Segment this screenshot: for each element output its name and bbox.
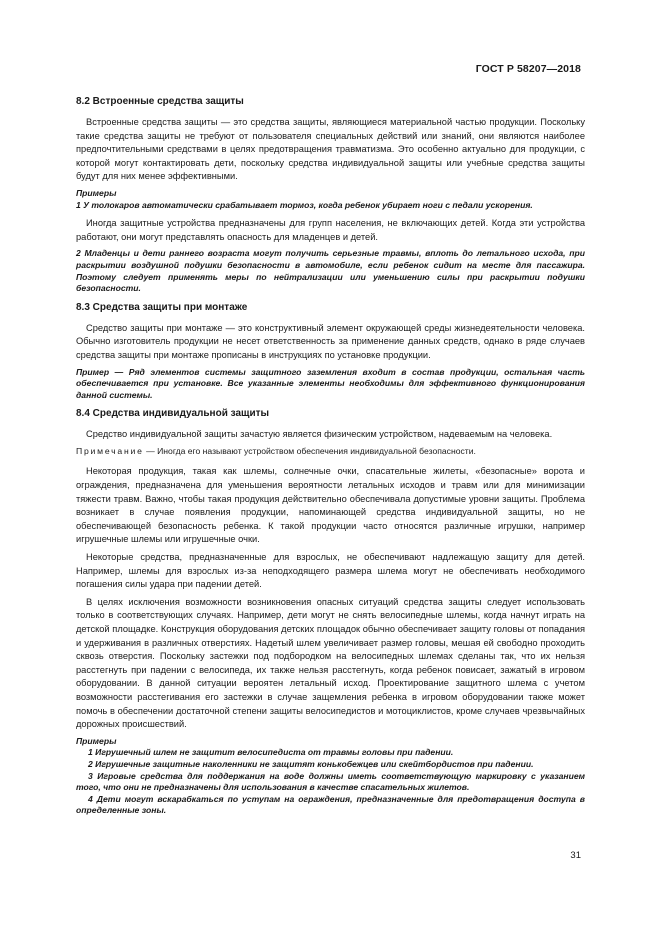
note-label: Примечание [76,445,144,456]
examples-block [76,367,585,402]
examples-block [76,248,585,294]
example-item: 2 Игрушечные защитные наколенники не защитят конькобежцев или скейтбордистов при падении. [88,758,534,769]
example-item: 1 Игрушечный шлем не защитит велосипедиста от травмы головы при падении. [88,747,454,758]
example-item: 4 Дети могут вскарабкаться по уступам на ограждения, предназначенные для предотвращения доступа в определенные зоны. [76,793,585,816]
paragraph: Встроенные средства защиты — это средства защиты, являющиеся материальной частью продукции. Поскольку такие средства защиты не требуют от пользователя специальных действий или знаний, они являются наиболее предпочтительными средствами в целях предотвращения травматизма. Это особенно актуально для продукции, с которой могут контактировать дети, поскольку средства индивидуальной защиты или учебные средства защиты будут для них менее эффективными. [76,117,585,182]
example-item: Пример — Ряд элементов системы защитного заземления входит в состав продукции, остальная часть обеспечивается при установке. Все указанные элементы необходимы для эффективного функционирования данной системы. [76,366,585,400]
paragraph: Некоторые средства, предназначенные для взрослых, не обеспечивают надлежащую защиту для детей. Например, шлемы для взрослых из-за неподходящего размера шлема могут не обеспечивать необходимого погашения силы удара при падении детей. [76,552,585,590]
section-heading-8-2: 8.2 Встроенные средства защиты [76,96,244,107]
examples-title: Примеры [76,187,117,198]
example-item: 3 Игровые средства для поддержания на воде должны иметь соответствующую маркировку с указанием того, что они не предназначены для использования в качестве спасательных жилетов. [76,770,585,793]
note-text: — Иногда его называют устройством обеспечения индивидуальной безопасности. [143,445,476,456]
standard-header: ГОСТ Р 58207—2018 [475,63,581,75]
paragraph: Средство защиты при монтаже — это конструктивный элемент окружающей среды жизнедеятельности человека. Обычно изготовитель продукции не несет ответственность за применение данных средств, однако в ряде случаев средства защиты при монтаже прописаны в инструкциях по установке продукции. [76,322,585,360]
page-content [76,89,585,823]
example-item: 2 Младенцы и дети раннего возраста могут получить серьезные травмы, вплоть до летального исхода, при раскрытии воздушной подушки безопасности в автомобиле, если ребенок сидит на месте для пассажира. Поэтому следует применять меры по нейтрализации или уменьшению силы при раскрытии подушки безопасности. [76,248,585,294]
paragraph: Средство индивидуальной защиты зачастую является физическим устройством, надеваемым на человека. [86,429,553,440]
examples-block [76,736,585,817]
paragraph: Некоторая продукция, такая как шлемы, солнечные очки, спасательные жилеты, «безопасные» ворота и ограждения, предназначена для уменьшения вероятности летальных исходов и травм или для минимизации тяжести травм. Важно, чтобы такая продукция действительно обеспечивала допустимые уровни защиты. Проблема возникает в случае появления продукции, напоминающей средства индивидуальной защиты, но не обеспечивающей безопасность ребенка. К такой продукции часто относятся различные игрушки, например игрушечные шлемы или игрушечные очки. [76,466,585,545]
section-heading-8-3: 8.3 Средства защиты при монтаже [76,301,248,313]
example-item: 1 У толокаров автоматически срабатывает тормоз, когда ребенок убирает ноги с педали ускорения. [76,199,533,210]
page-number: 31 [570,850,581,861]
examples-title: Примеры [76,735,117,746]
note [76,446,585,458]
paragraph: В целях исключения возможности возникновения опасных ситуаций средства защиты следует использовать только в соответствующих случаях. Например, дети могут не снять велосипедные шлемы, когда начнут играть на детской площадке. Конструкция оборудования детских площадок обычно обеспечивает защиту головы от попадания и удерживания в различных отверстиях. Надетый шлем увеличивает размер головы, мешая ей свободно проходить сквозь отверстия. Поскольку застежки под подбородком на велосипедных шлемах сделаны так, что их нельзя расстегнуть при падении с велосипеда, их также нельзя расстегнуть, когда ребенок повисает, зажатый в игровом оборудовании. В данной ситуации вероятен летальный исход. Проектирование защитного шлема с учетом возможности расстегивания его застежки в случае защемления ребенка в игровом оборудовании также может помочь в обеспечении достаточной степени защиты велосипедистов и мотоциклистов, кроме случаев чрезвычайных дорожных происшествий. [76,596,585,730]
paragraph: Иногда защитные устройства предназначены для групп населения, не включающих детей. Когда эти устройства работают, они могут представлять опасность для младенцев и детей. [76,218,585,242]
examples-block [76,188,585,211]
section-heading-8-4: 8.4 Средства индивидуальной защиты [76,408,270,420]
